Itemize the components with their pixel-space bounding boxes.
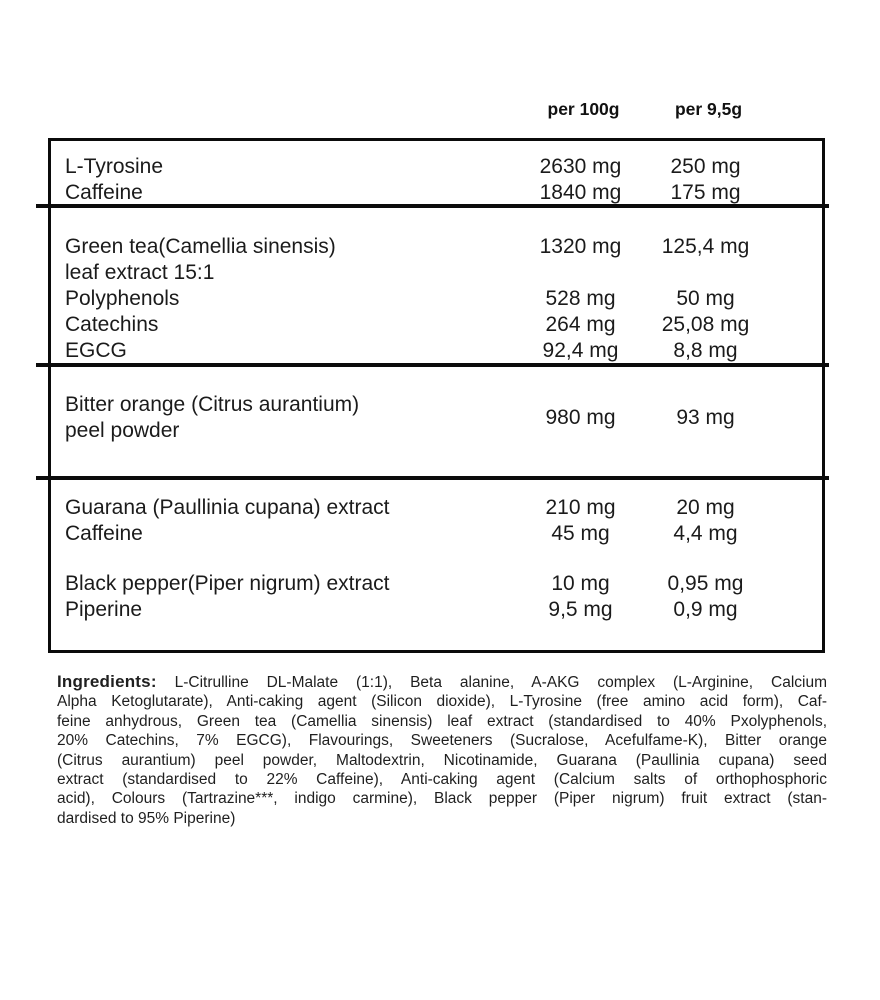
value-per-100g: 1320 mg [539,235,622,258]
value-per-100g: 45 mg [551,522,610,545]
column-header-per-9-5g: per 9,5g [674,99,743,119]
nutrient-name: leaf extract 15:1 [65,261,215,284]
value-per-100g: 980 mg [545,406,616,429]
section-tyrosine-caffeine [51,141,822,206]
nutrient-name: Black pepper(Piper nigrum) extract [65,572,390,595]
value-per-100g: 264 mg [545,313,616,336]
nutrient-name: Catechins [65,313,159,336]
ingredients-line: 20% Catechins, 7% EGCG), Flavourings, Sweeteners (Sucralose, Acefulfame-K), Bitter orange [57,732,827,750]
section-divider [36,476,829,480]
nutrient-name: Caffeine [65,522,143,545]
value-per-9-5g: 4,4 mg [673,522,738,545]
value-per-100g: 2630 mg [539,155,622,178]
ingredients-line: Alpha Ketoglutarate), Anti-caking agent (Silicon dioxide), L-Tyrosine (free amino acid form), Caf- [57,693,827,711]
nutrient-row [65,338,768,364]
ingredients-line: acid), Colours (Tartrazine***, indigo carmine), Black pepper (Piper nigrum) fruit extract (stan- [57,790,827,808]
nutrient-row [65,260,768,286]
value-per-100g: 210 mg [545,496,616,519]
value-per-9-5g: 175 mg [670,181,741,204]
section-green-tea [51,208,822,364]
ingredients-heading: Ingredients: [57,672,157,691]
value-per-9-5g [643,260,768,286]
nutrient-name: Caffeine [65,181,143,204]
nutrient-name-line2: peel powder [65,419,180,442]
nutrition-table [48,138,825,653]
value-per-9-5g: 25,08 mg [661,313,750,336]
column-header-per-100g: per 100g [547,99,620,119]
section-bitter-orange [51,370,822,444]
value-per-9-5g: 93 mg [676,406,735,429]
value-per-9-5g: 125,4 mg [661,235,750,258]
value-per-9-5g: 20 mg [676,496,735,519]
section-guarana-pepper [51,483,822,623]
nutrient-row [65,286,768,312]
nutrient-name: Guarana (Paullinia cupana) extract [65,496,390,519]
value-per-9-5g: 8,8 mg [673,339,738,362]
value-per-100g: 92,4 mg [542,339,619,362]
value-per-100g [518,260,643,286]
value-per-9-5g: 250 mg [670,155,741,178]
value-per-9-5g: 0,9 mg [673,598,738,621]
nutrient-row [65,234,768,260]
value-per-100g: 9,5 mg [548,598,613,621]
nutrient-row [65,521,768,547]
value-per-100g: 10 mg [551,572,610,595]
ingredients-paragraph [57,672,827,828]
column-headers [48,99,825,120]
nutrient-name: L-Tyrosine [65,155,164,178]
value-per-9-5g: 50 mg [676,287,735,310]
value-per-100g: 528 mg [545,287,616,310]
nutrient-name-line1: Bitter orange (Citrus aurantium) [65,393,360,416]
nutrient-name: Green tea(Camellia sinensis) [65,235,336,258]
value-per-100g: 1840 mg [539,181,622,204]
ingredients-line: feine anhydrous, Green tea (Camellia sinensis) leaf extract (standardised to 40% Pxolyphenols, [57,712,827,730]
nutrient-row [65,392,768,444]
ingredients-line: extract (standardised to 22% Caffeine), Anti-caking agent (Calcium salts of orthophosphoric [57,771,827,789]
nutrient-row [65,312,768,338]
nutrient-row [65,495,768,521]
ingredients-line: (Citrus aurantium) peel powder, Maltodextrin, Nicotinamide, Guarana (Paullinia cupana) seed [57,751,827,769]
value-per-9-5g: 0,95 mg [667,572,744,595]
nutrient-name [65,392,518,444]
nutrient-row [65,180,768,206]
ingredients-line [57,672,827,692]
nutrient-name: EGCG [65,339,127,362]
nutrient-row [65,154,768,180]
nutrient-name: Polyphenols [65,287,180,310]
ingredients-line: dardised to 95% Piperine) [57,809,236,827]
nutrient-row [65,597,768,623]
nutrient-row [65,571,768,597]
ingredients-text: L-Citrulline DL-Malate (1:1), Beta alanine, A-AKG complex (L-Arginine, Calcium [174,674,827,691]
column-header-spacer [65,99,521,120]
section-divider [36,363,829,367]
nutrient-name: Piperine [65,598,143,621]
